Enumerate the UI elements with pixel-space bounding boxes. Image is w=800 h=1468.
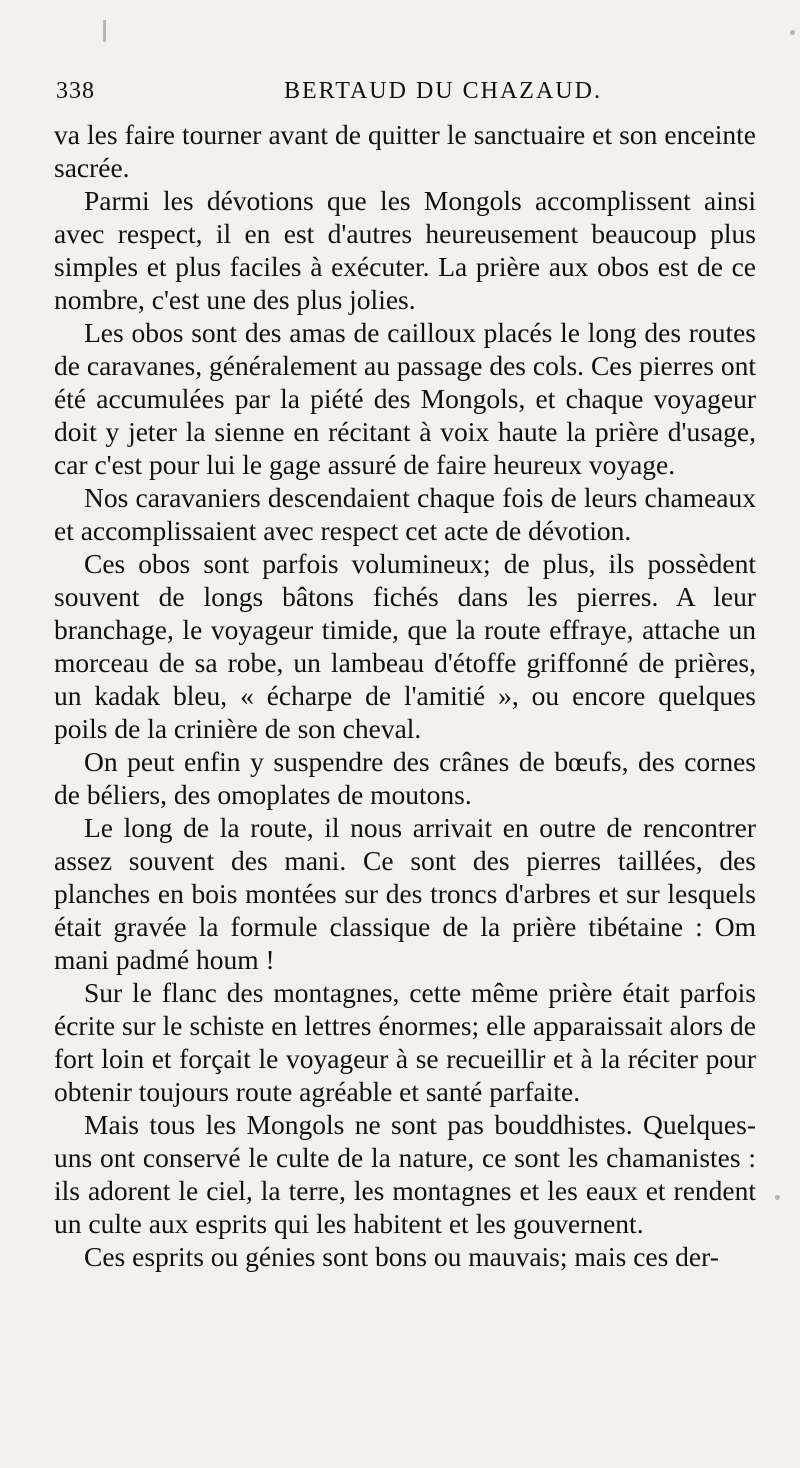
paragraph: Sur le flanc des montagnes, cette même prière était parfois écrite sur le schiste en lettres énormes; elle apparaissait alors de fort loin et forçait le voyageur à se recueillir et à la réciter pour obtenir toujours route agréable et santé parfaite.: [54, 977, 756, 1107]
body-text: [54, 118, 756, 1273]
paragraph: Mais tous les Mongols ne sont pas bouddhistes. Quelques-uns ont conservé le culte de la nature, ce sont les chamanistes : ils adorent le ciel, la terre, les montagnes et les eaux et rendent un culte aux esprits qui les habitent et les gouvernent.: [54, 1109, 756, 1239]
paragraph: Nos caravaniers descendaient chaque fois de leurs chameaux et accomplissaient avec respect cet acte de dévotion.: [54, 482, 756, 546]
paragraph: Ces obos sont parfois volumineux; de plus, ils possèdent souvent de longs bâtons fichés dans les pierres. A leur branchage, le voyageur timide, que la route effraye, attache un morceau de sa robe, un lambeau d'étoffe griffonné de prières, un kadak bleu, « écharpe de l'amitié », ou encore quelques poils de la crinière de son cheval.: [54, 548, 756, 744]
page-header: [54, 78, 756, 118]
paragraph: On peut enfin y suspendre des crânes de bœufs, des cornes de béliers, des omoplates de moutons.: [54, 746, 756, 810]
paper-speck: [790, 30, 795, 35]
paragraph: Les obos sont des amas de cailloux placés le long des routes de caravanes, généralement au passage des cols. Ces pierres ont été accumulées par la piété des Mongols, et chaque voyageur doit y jeter la sienne en récitant à voix haute la prière d'usage, car c'est pour lui le gage assuré de faire heureux voyage.: [54, 317, 756, 480]
paper-speck: [103, 20, 106, 42]
paragraph: va les faire tourner avant de quitter le sanctuaire et son enceinte sacrée.: [54, 119, 756, 183]
running-head: BERTAUD DU CHAZAUD.: [284, 78, 602, 104]
page-number: 338: [56, 78, 95, 104]
paragraph: Ces esprits ou génies sont bons ou mauvais; mais ces der-: [84, 1241, 719, 1272]
paragraph: Parmi les dévotions que les Mongols accomplissent ainsi avec respect, il en est d'autres heureusement beaucoup plus simples et plus faciles à exécuter. La prière aux obos est de ce nombre, c'est une des plus jolies.: [54, 185, 756, 315]
paragraph: Le long de la route, il nous arrivait en outre de rencontrer assez souvent des mani. Ce sont des pierres taillées, des planches en bois montées sur des troncs d'arbres et sur lesquels était gravée la formule classique de la prière tibétaine : Om mani padmé houm !: [54, 812, 756, 975]
paper-speck: [775, 1195, 780, 1200]
